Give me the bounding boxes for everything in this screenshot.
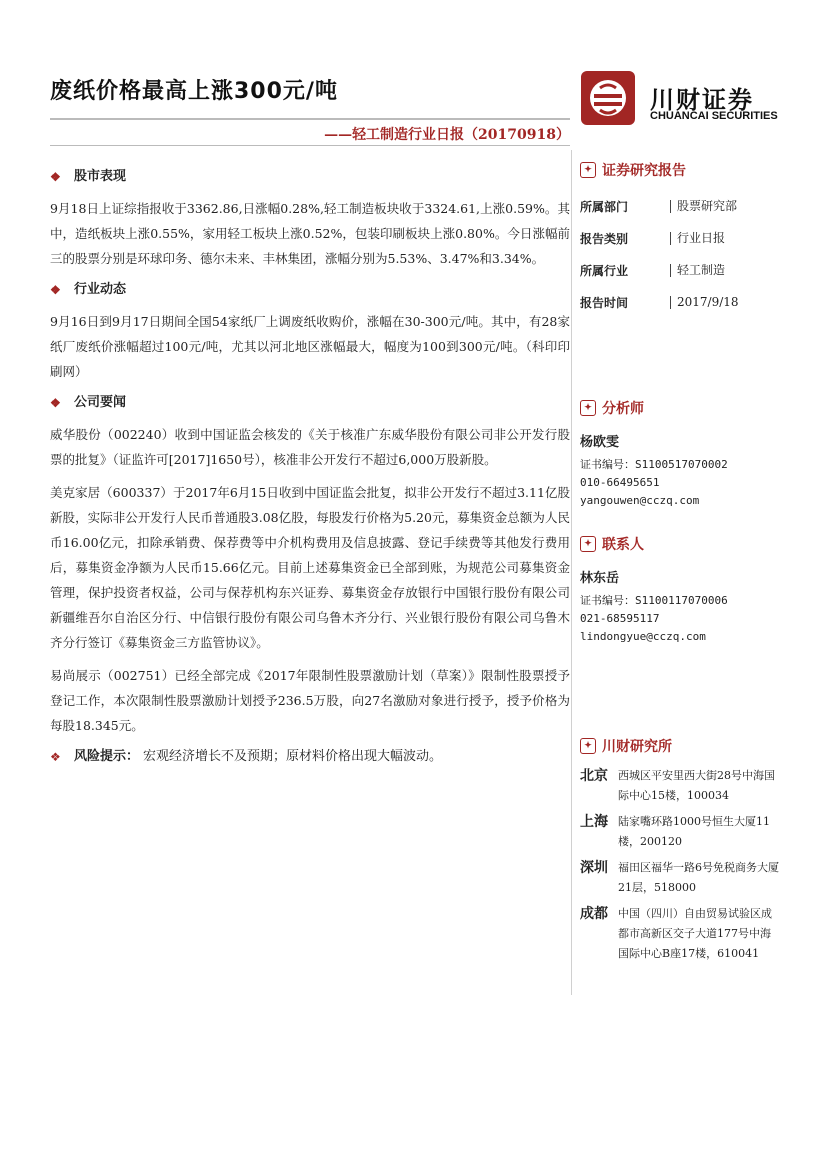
analyst-card — [580, 434, 780, 510]
contact-email[interactable]: lindongyue@cczq.com — [580, 630, 706, 643]
page-subtitle: ——轻工制造行业日报（20170918） — [324, 127, 570, 143]
company-paragraph-3: 易尚展示（002751）已经全部完成《2017年限制性股票激励计划（草案）》限制性股票授予登记工作，本次限制性股票激励计划授予236.5万股，向27名激励对象进行授予，授予价格为每股18.345元。 — [50, 668, 570, 733]
diamond-bullet-icon: ❖ — [50, 170, 61, 184]
contact-name: 林东岳 — [580, 571, 620, 586]
diamond-bullet-icon: ❖ — [50, 283, 61, 297]
info-row-category: 报告类别 行业日报 — [580, 230, 726, 246]
industry-paragraph: 9月16日到9月17日期间全国54家纸厂上调废纸收购价，涨幅在30-300元/吨。其中，有28家纸厂废纸价涨幅超过100元/吨，尤其以河北地区涨幅最大，幅度为100到300元/吨。（科印印刷网） — [50, 314, 570, 379]
sidebar — [580, 160, 780, 970]
section-heading-industry: ❖ 行业动态 — [50, 279, 570, 301]
title-rule-bottom — [50, 145, 570, 146]
analyst-cert: 证书编号：S1100517070002 — [580, 458, 728, 471]
chuancai-logo-icon — [580, 70, 636, 126]
info-row-date: 报告时间 2017/9/18 — [580, 294, 739, 310]
info-row-industry: 所属行业 轻工制造 — [580, 262, 726, 278]
box-bullet-icon: ✦ — [580, 536, 596, 552]
column-divider — [571, 150, 572, 995]
analyst-email[interactable]: yangouwen@cczq.com — [580, 494, 700, 507]
box-bullet-icon: ✦ — [580, 400, 596, 416]
city-chengdu: 成都 中国（四川）自由贸易试验区成都市高新区交子大道177号中海国际中心B座17楼，610041 — [580, 906, 772, 960]
contact-cert: 证书编号：S1100117070006 — [580, 594, 728, 607]
diamond-bullet-icon: ❖ — [50, 396, 61, 410]
city-shenzhen: 深圳 福田区福华一路6号免税商务大厦21层，518000 — [580, 860, 779, 894]
institute-heading: ✦ 川财研究所 — [580, 736, 780, 756]
box-bullet-icon: ✦ — [580, 162, 596, 178]
page-title: 废纸价格最高上涨300元/吨 — [50, 79, 338, 104]
info-row-department: 所属部门 股票研究部 — [580, 198, 738, 214]
analyst-phone: 010-66495651 — [580, 476, 660, 489]
analyst-name: 杨欧雯 — [580, 435, 620, 450]
company-paragraph-2: 美克家居（600337）于2017年6月15日收到中国证监会批复，拟非公开发行不超过3.11亿股新股，实际非公开发行人民币普通股3.08亿股，每股发行价格为5.20元，募集资金总额为人民币16.00亿元，扣除承销费、保荐费等中介机构费用及信息披露、登记手续费等其他发行费用后，募集资金净额为人民币15.66亿元。目前上述募集资金已全部到账，为规范公司募集资金管理，保护投资者权益，公司与保荐机构东兴证券、募集资金存放银行中国银行股份有限公司新疆维吾尔自治区分行、中信银行股份有限公司乌鲁木齐分行、兴业银行股份有限公司乌鲁木齐分行签订《募集资金三方监管协议》。 — [50, 485, 570, 650]
section-heading-market: ❖ 股市表现 — [50, 166, 570, 188]
main-content — [50, 160, 570, 768]
brand-name-en: CHUANCAI SECURITIES — [650, 110, 778, 122]
city-beijing: 北京 西城区平安里西大街28号中海国际中心15楼，100034 — [580, 768, 775, 802]
brand-name-cn: 川财证券 — [650, 86, 754, 114]
title-rule-top — [50, 118, 570, 120]
section-heading-company: ❖ 公司要闻 — [50, 392, 570, 414]
contact-heading: ✦ 联系人 — [580, 534, 780, 554]
company-paragraph-1: 威华股份（002240）收到中国证监会核发的《关于核准广东威华股份有限公司非公开发行股票的批复》（证监许可[2017]1650号），核准非公开发行不超过6,000万股新股。 — [50, 427, 570, 467]
report-heading: ✦ 证券研究报告 — [580, 160, 780, 180]
market-paragraph: 9月18日上证综指报收于3362.86,日涨幅0.28%,轻工制造板块收于3324.61,上涨0.59%。其中，造纸板块上涨0.55%，家用轻工板块上涨0.52%，包装印刷板块上涨0.80%。今日涨幅前三的股票分别是环球印务、德尔未来、丰林集团，涨幅分别为5.53%、3.47%和3.34%。 — [50, 201, 570, 266]
analyst-heading: ✦ 分析师 — [580, 398, 780, 418]
contact-phone: 021-68595117 — [580, 612, 660, 625]
risk-warning — [50, 746, 570, 768]
risk-text: 宏观经济增长不及预期；原材料价格出现大幅波动。 — [143, 749, 443, 764]
diamond-bullet-icon: ❖ — [50, 750, 61, 764]
box-bullet-icon: ✦ — [580, 738, 596, 754]
city-shanghai: 上海 陆家嘴环路1000号恒生大厦11楼，200120 — [580, 814, 770, 848]
risk-label: 风险提示： — [74, 749, 140, 764]
contact-card — [580, 570, 780, 646]
